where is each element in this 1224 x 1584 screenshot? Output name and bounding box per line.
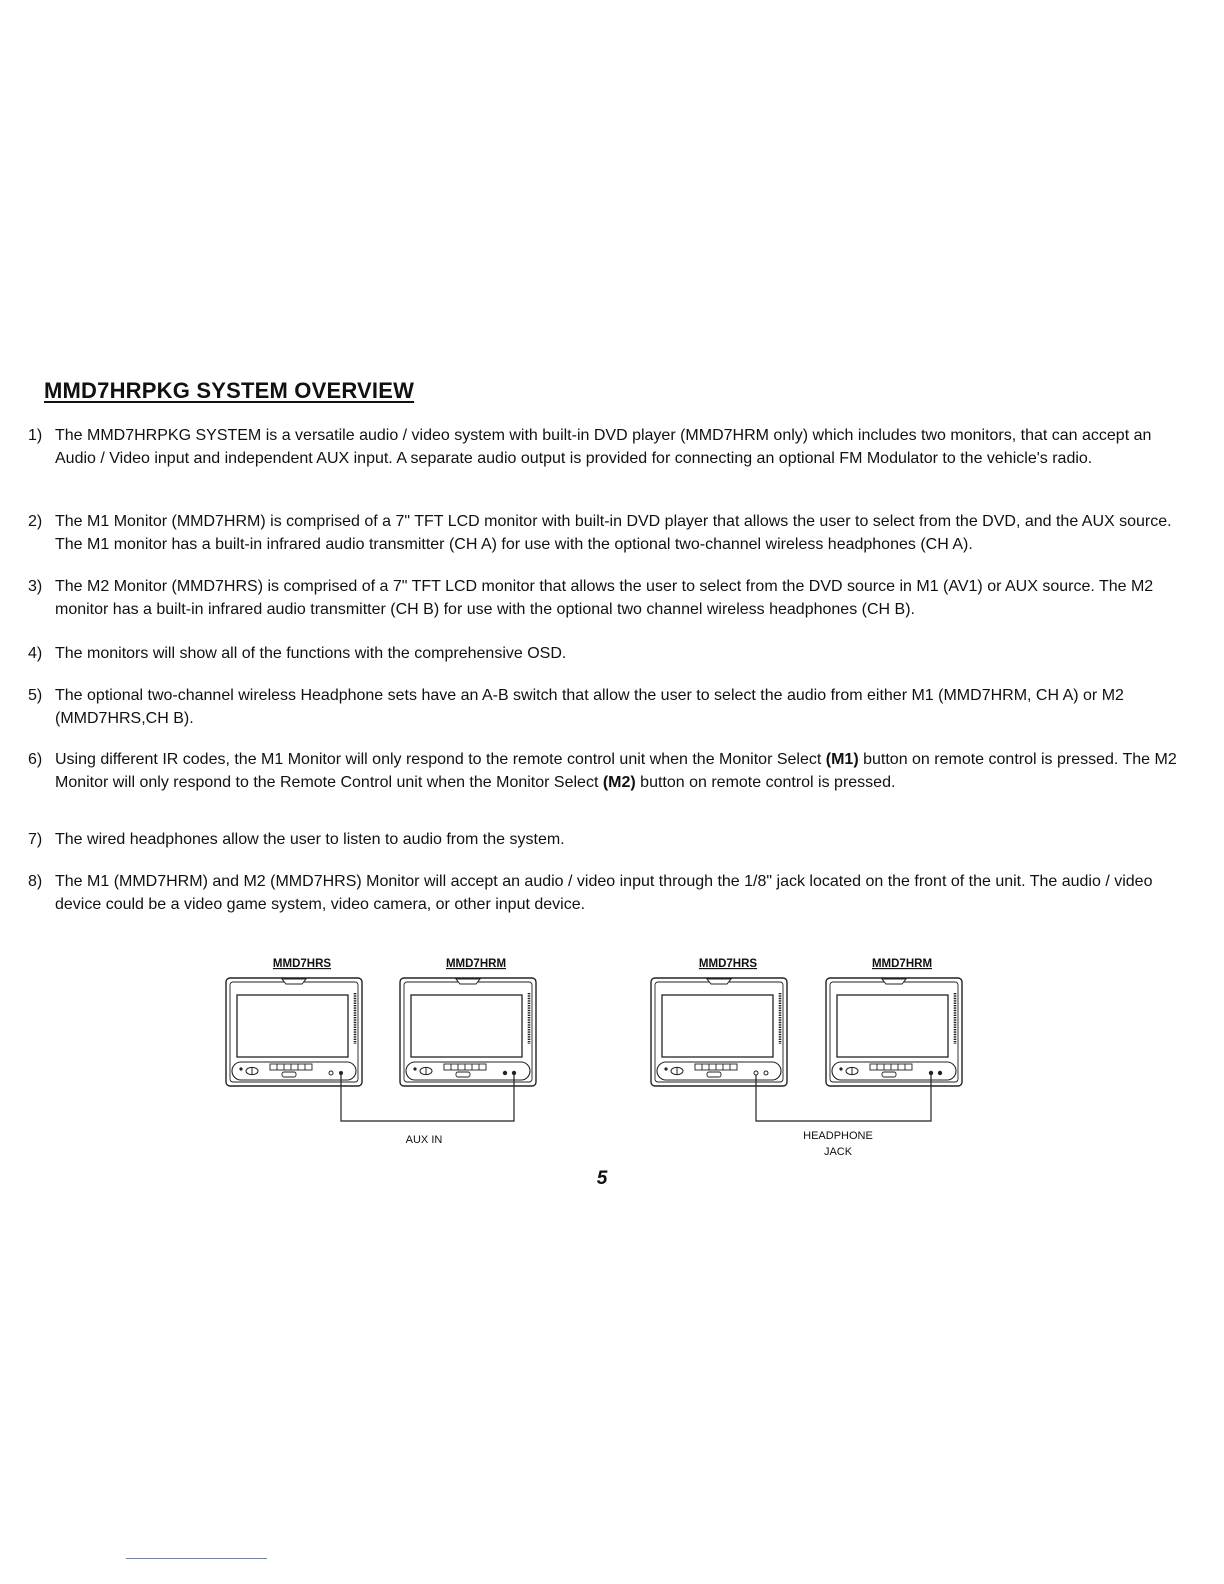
connection-label: JACK [823, 1146, 853, 1158]
item-text [55, 828, 1188, 851]
item-text [55, 684, 1188, 730]
monitor-mmd7hrm-left [400, 978, 536, 1086]
item-text [55, 870, 1188, 916]
item-number: 7) [28, 831, 43, 848]
item-text [55, 642, 1188, 665]
item-text-part: Using different IR codes, the M1 Monitor will only respond to the remote control unit when the Monitor Select [55, 751, 826, 768]
page-number: 5 [596, 1168, 608, 1189]
monitor-label: MMD7HRS [698, 958, 758, 970]
monitor-mmd7hrm-right [826, 978, 962, 1086]
list-item [28, 684, 1188, 730]
monitor-label: MMD7HRM [445, 958, 507, 970]
item-text-part: The optional two-channel wireless Headphone sets have an A-B switch that allow the user to select the audio from either M1 (MMD7HRM, CH A) or M2 (MMD7HRS,CH B). [55, 687, 1124, 727]
item-text-part: The wired headphones allow the user to listen to audio from the system. [55, 831, 565, 848]
monitor-label: MMD7HRS [272, 958, 332, 970]
list-item [28, 424, 1188, 470]
list-item [28, 510, 1188, 556]
page-title: MMD7HRPKG SYSTEM OVERVIEW [44, 378, 415, 403]
connection-diagram [0, 940, 1224, 1180]
item-text-part: The monitors will show all of the functions with the comprehensive OSD. [55, 645, 567, 662]
list-item [28, 748, 1188, 794]
item-text-part: The M1 Monitor (MMD7HRM) is comprised of a 7" TFT LCD monitor with built-in DVD player that allows the user to select from the DVD, and the AUX source. The M1 monitor has a built-in infrared audio transmitter (CH A) for use with the optional two-channel wireless headphones (CH A). [55, 513, 1172, 553]
item-text [55, 575, 1188, 621]
item-number: 3) [28, 578, 43, 595]
item-text-part: The M1 (MMD7HRM) and M2 (MMD7HRS) Monitor will accept an audio / video input through the 1/8" jack located on the front of the unit. The audio / video device could be a video game system, video camera, or other input device. [55, 873, 1153, 913]
monitor-label: MMD7HRM [871, 958, 933, 970]
list-item [28, 642, 1188, 665]
item-number: 1) [28, 427, 43, 444]
item-number: 4) [28, 645, 43, 662]
item-text [55, 510, 1188, 556]
item-number: 5) [28, 687, 43, 704]
item-text [55, 748, 1188, 794]
monitor-mmd7hrs-left [226, 978, 362, 1086]
list-item [28, 870, 1188, 916]
connection-label: AUX IN [405, 1134, 443, 1146]
list-item [28, 828, 1188, 851]
list-item [28, 575, 1188, 621]
item-number: 2) [28, 513, 43, 530]
item-text-bold: (M1) [825, 751, 859, 768]
monitor-mmd7hrs-right [651, 978, 787, 1086]
connection-label: HEADPHONE [803, 1130, 873, 1142]
item-text-part: button on remote control is pressed. The M2 Monitor will only respond to the Remote Control unit when the Monitor Select [55, 751, 1177, 791]
item-number: 8) [28, 873, 43, 890]
item-text-part: The MMD7HRPKG SYSTEM is a versatile audio / video system with built-in DVD player (MMD7HRM only) which includes two monitors, that can accept an Audio / Video input and independent AUX input. A separate audio output is provided for connecting an optional FM Modulator to the vehicle's radio. [55, 427, 1152, 467]
footer-rule [126, 1558, 267, 1559]
item-number: 6) [28, 751, 43, 768]
item-text [55, 424, 1188, 470]
item-text-part: The M2 Monitor (MMD7HRS) is comprised of a 7" TFT LCD monitor that allows the user to select from the DVD source in M1 (AV1) or AUX source. The M2 monitor has a built-in infrared audio transmitter (CH B) for use with the optional two channel wireless headphones (CH B). [55, 578, 1154, 618]
item-text-part: button on remote control is pressed. [635, 774, 896, 791]
item-text-bold: (M2) [602, 774, 636, 791]
